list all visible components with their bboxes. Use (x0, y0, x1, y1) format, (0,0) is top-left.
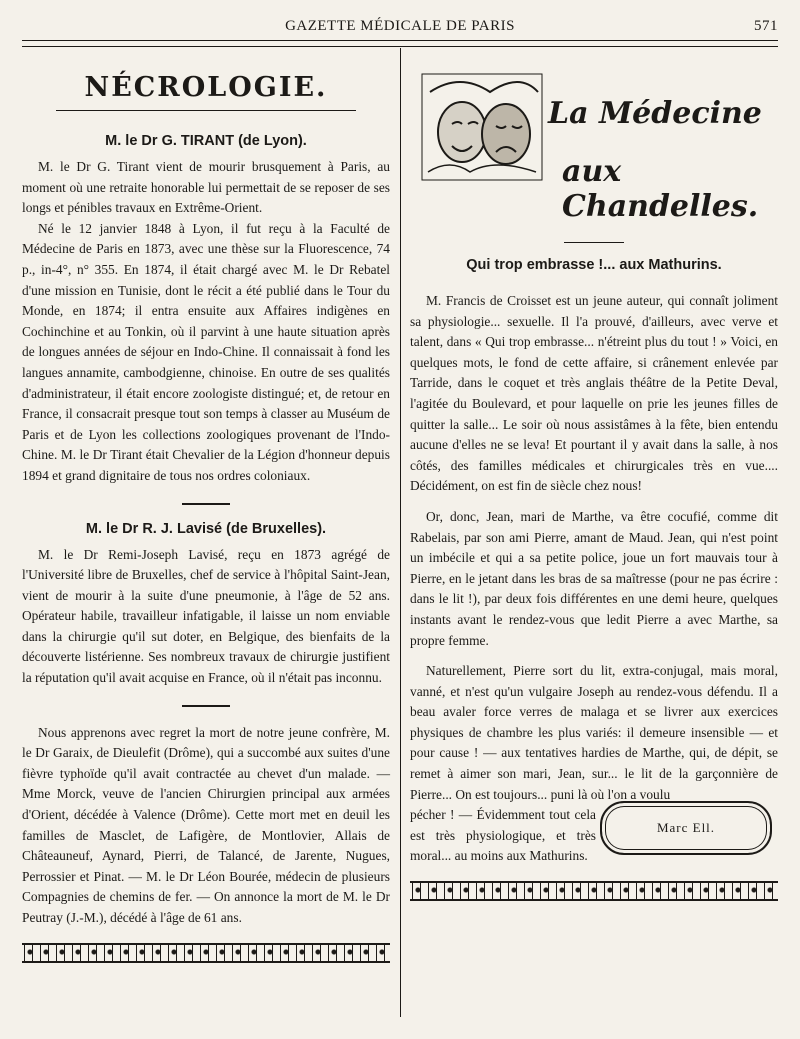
left-column (22, 52, 390, 963)
journal-title: GAZETTE MÉDICALE DE PARIS (285, 18, 515, 34)
obituary-paragraph: M. le Dr G. Tirant vient de mourir brusquement à Paris, au moment où une retraite honorable lui permettait de se reposer de ses longs et pénibles travaux en Extrême-Orient. (22, 159, 390, 216)
ornament-band (22, 943, 390, 963)
right-column (410, 52, 778, 901)
signature-row (410, 805, 778, 867)
page-header (22, 18, 778, 40)
separator (182, 705, 230, 707)
theatre-masks-icon (420, 72, 544, 182)
article-closing: pécher ! — Évidemment tout cela est très physiologique, et très moral... au moins aux Mathurins. (410, 807, 596, 864)
ornament-band (410, 881, 778, 901)
article-heading: Qui trop embrasse !... aux Mathurins. (410, 242, 778, 273)
masthead-line-1: La Médecine (548, 96, 762, 131)
section-title: NÉCROLOGIE. (22, 72, 390, 103)
article-paragraph: Or, donc, Jean, mari de Marthe, va être cocufié, comme dit Rabelais, par son ami Pierre, amant de Maud. Jean, qui n'est point un imbécile et qui a sa petite police, joue un fort mauvais tour à Pierre, en le jetant dans les bras de sa maîtresse (pour ne pas écrire : dans le lit !), par deux fois différentes en une demi heure, quelques instants avant le rendez-vous que ledit Pierre a avec Marthe, sa propre femme. (410, 508, 778, 648)
article-paragraph: Naturellement, Pierre sort du lit, extra-conjugal, mais moral, vanné, et n'est qu'un vulgaire Joseph au rendez-vous défendu. Il a beau avaler force verres de malaga et se livrer aux exercices physiques de chambre les plus variés: il demeure insensible — et pour cause ! — aux tentatives hardies de Marthe, qui, de dépit, se remet à aimer son mari, Jean, sur... le lit de la garçonnière de Pierre... On est toujours... puni là où l'on a voulu (410, 663, 778, 802)
article-paragraph: M. Francis de Croisset est un jeune auteur, qui connaît joliment sa physiologie... sexuelle. Il l'a prouvé, d'ailleurs, avec verve et talent, dans « Qui trop embrasse... n'étreint plus du tout ! » Voici, en quelques mots, le fond de cette affaire, si crânement enlevée par Tarride, dans le coquet et très anglais théâtre de la Petite Deval, l'agitée du Boulevard, et pour laquelle on prie les jeunes filles de quitter la salle... Le soir où nous assistâmes à la fête, bien entendu aucune d'elles ne se leva! Et pourtant il y avait dans la salle, à nos côtés, des familles médicales et chirurgicales très en vue.... Décidément, on est fin de siècle chez nous! (410, 293, 778, 494)
death-notices: Nous apprenons avec regret la mort de notre jeune confrère, M. le Dr Garaix, de Dieulefit (Drôme), qui a succombé aux suites d'une fièvre typhoïde qu'il avait contractée au chevet d'un malade. — Mme Morck, veuve de l'ancien Chirurgien principal aux armées d'Orient, décédée à Valence (Drôme). Cette mort met en deuil les familles de Masclet, de Lafigère, de Montlovier, Allais de Châteauneuf, Aynard, Pierri, de Talancé, de Jarente, Nugues, Perrossier et Pinat. — M. le Dr Léon Bourée, médecin de plusieurs Compagnies de chemins de fer. — On annonce la mort de M. le Dr Peutray (J.-M.), décédé à l'âge de 61 ans. (22, 724, 390, 925)
obituary-paragraph: M. le Dr Remi-Joseph Lavisé, reçu en 1873 agrégé de l'Université libre de Bruxelles, chef de service à l'hôpital Saint-Jean, vient de mourir à la suite d'une pneumonie, à l'âge de 52 ans. Opérateur habile, travailleur infatigable, il laisse un nom enviable dans la chirurgie qu'il sut doter, en Belgique, des bienfaits de la découverte listérienne. Ses nombreux travaux de chirurgie justifient la réputation qu'il avait acquise en France, où il n'était pas inconnu. (22, 546, 390, 686)
author-signature-cartouche: Marc Ell. (600, 801, 772, 855)
column-divider (400, 48, 401, 1017)
obituary-heading-lavise: M. le Dr R. J. Lavisé (de Bruxelles). (85, 520, 327, 537)
obituary-paragraph: Né le 12 janvier 1848 à Lyon, il fut reçu à la Faculté de Médecine de Paris en 1873, avec une thèse sur la Fluorescence, 74 p., in-4°, n° 355. En 1874, il était chargé avec M. le Dr Rebatel d'une mission en Tunisie, dont le récit a été publié dans le Tour du Monde, en 1874; il entra ensuite aux Affaires indigènes en Cochinchine et au Tonkin, où il parvint à une haute situation après de longues années de séjour en Indo-Chine. Il connaissait à fond les langues annamite, cambodgienne, chinoise. En outre de ses qualités d'administrateur, il était encore zoologiste distingué; et, de retour en France, il consacrait presque tout son temps à classer au Muséum de Paris et de Lyon les collections zoologiques provenant de l'Indo-Chine. M. le Dr Tirant était Chevalier de la Légion d'honneur depuis 1894 et grand dignitaire de tous nos ordres coloniaux. (22, 220, 390, 483)
obituary-heading-tirant: M. le Dr G. TIRANT (de Lyon). (105, 133, 307, 149)
page-number: 571 (754, 18, 778, 34)
masthead (410, 52, 778, 232)
masthead-line-2: aux Chandelles. (562, 154, 759, 224)
separator (182, 503, 230, 505)
header-rule (22, 40, 778, 47)
